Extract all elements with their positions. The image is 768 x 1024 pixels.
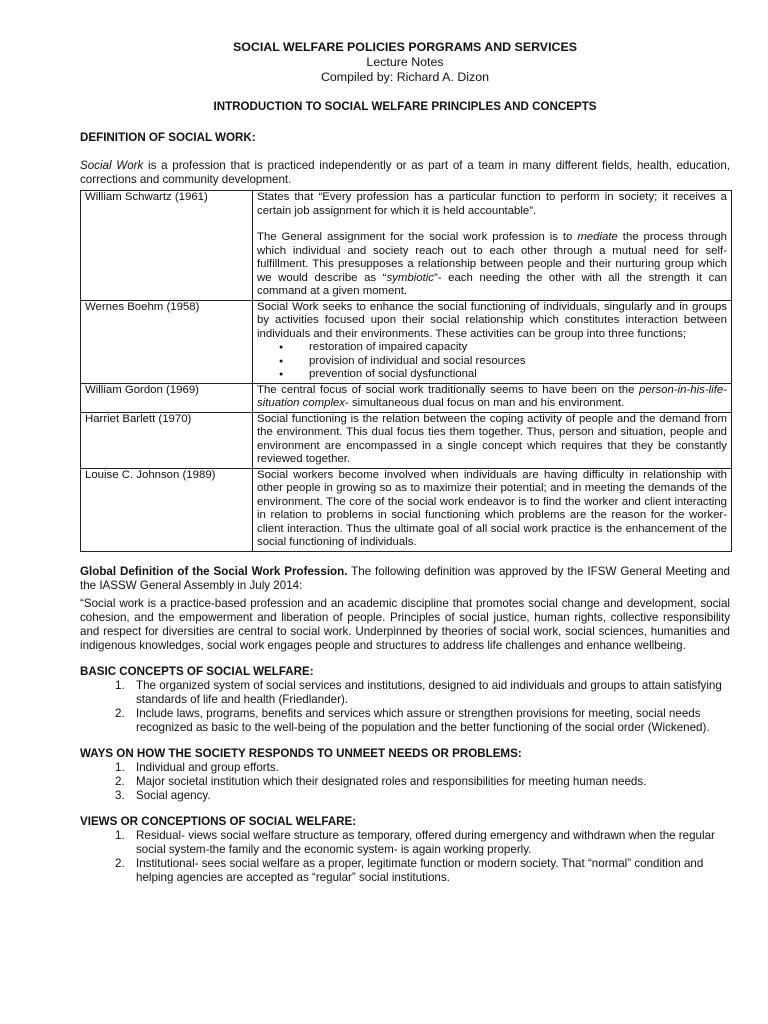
- section-title: INTRODUCTION TO SOCIAL WELFARE PRINCIPLES AND CONCEPTS: [213, 100, 597, 113]
- definition-cell: The central focus of social work traditionally seems to have been on the person-in-his-life-situation complex- simultaneous dual focus on man and his environment.: [253, 383, 732, 412]
- global-definition-quote: “Social work is a practice-based profession and an academic discipline that promotes social change and development, social cohesion, and the empowerment and liberation of people. Principles of social justice, human rights, collective responsibility and respect for diversities are central to social work. Underpinned by theories of social work, social sciences, humanities and indigenous knowledges, social work engages people and structures to address life challenges and enhance wellbeing.: [80, 596, 730, 652]
- functions-list: [257, 341, 727, 382]
- list-item: 2. Institutional- sees social welfare as a proper, legitimate function or modern society. That “normal” condition and helping agencies are accepted as “regular” social institutions.: [115, 856, 704, 884]
- definition-term: Social Work: [80, 159, 144, 172]
- table-row: [81, 300, 732, 383]
- list-item: ● provision of individual and social resources: [309, 355, 727, 369]
- ways-heading: WAYS ON HOW THE SOCIETY RESPONDS TO UNMEET NEEDS OR PROBLEMS:: [80, 746, 522, 760]
- global-definition-intro: Global Definition of the Social Work Profession. The following definition was approved by the IFSW General Meeting and the IASSW General Assembly in July 2014:: [80, 564, 730, 592]
- document-title: SOCIAL WELFARE POLICIES PORGRAMS AND SERVICES: [233, 40, 577, 54]
- definition-cell: Social functioning is the relation between the coping activity of people and the demand from the environment. This dual focus ties them together. Thus, person and situation, people and environment are encompassed in a single concept which requires that they be constantly reviewed together.: [253, 412, 732, 468]
- list-item: ● prevention of social dysfunctional: [309, 368, 727, 382]
- definition-paragraph: [80, 159, 730, 187]
- list-item: 2. Major societal institution which their designated roles and responsibilities for meeting human needs.: [115, 774, 647, 788]
- list-item: 1. Residual- views social welfare structure as temporary, offered during emergency and withdrawn when the regular social system-the family and the economic system- is again working properly.: [115, 828, 715, 856]
- definition-cell: [253, 191, 732, 301]
- list-item: 3. Social agency.: [115, 788, 211, 802]
- table-row: [81, 412, 732, 468]
- basic-concepts-list: [80, 679, 730, 735]
- author-cell: William Schwartz (1961): [81, 191, 253, 301]
- table-row: [81, 191, 732, 301]
- views-list: [80, 829, 730, 885]
- author-cell: Louise C. Johnson (1989): [81, 468, 253, 551]
- author-cell: William Gordon (1969): [81, 383, 253, 412]
- list-item: ● restoration of impaired capacity: [309, 341, 727, 355]
- author-cell: Wernes Boehm (1958): [81, 300, 253, 383]
- list-item: 1. The organized system of social services and institutions, designed to aid individuals and groups to attain satisfying standards of life and health (Friedlander).: [115, 678, 722, 706]
- schwartz-quote: States that “Every profession has a particular function to perform in society; it receives a certain job assignment for which it is held accountable”.: [257, 191, 727, 217]
- compiled-by: Compiled by: Richard A. Dizon: [320, 70, 490, 84]
- views-heading: VIEWS OR CONCEPTIONS OF SOCIAL WELFARE:: [80, 814, 357, 828]
- schwartz-assignment: The General assignment for the social work profession is to mediate the process through which individual and society reach out to each other through a mutual need for self-fulfillment. This presupposes a relationship between people and their nurturing group which we would describe as “symbiotic”- each needing the other with all the strength it can command at a given moment.: [257, 231, 727, 297]
- basic-concepts-heading: BASIC CONCEPTS OF SOCIAL WELFARE:: [80, 664, 314, 678]
- definition-cell: [253, 300, 732, 383]
- list-item: 1. Individual and group efforts.: [115, 760, 279, 774]
- definition-heading: DEFINITION OF SOCIAL WORK:: [80, 131, 256, 144]
- document-subtitle: Lecture Notes: [366, 55, 444, 69]
- ways-list: [80, 761, 730, 803]
- author-cell: Harriet Barlett (1970): [81, 412, 253, 468]
- boehm-text: Social Work seeks to enhance the social functioning of individuals, singularly and in groups by activities focused upon their social relationship which constitutes interaction between individuals and their environments. These activities can be group into three functions;: [257, 300, 727, 340]
- global-definition-heading: Global Definition of the Social Work Profession.: [80, 564, 348, 578]
- definitions-table: [80, 190, 732, 552]
- table-row: [81, 383, 732, 412]
- definition-text: is a profession that is practiced independently or as part of a team in many different fields, health, education, corrections and community development.: [80, 159, 730, 186]
- list-item: 2. Include laws, programs, benefits and services which assure or strengthen provisions for meeting, social needs recognized as basic to the well-being of the population and the better functioning of the social order (Wickened).: [115, 706, 710, 734]
- table-row: [81, 468, 732, 551]
- definition-cell: Social workers become involved when individuals are having difficulty in relationship with other people in growing so as to maximize their potential; and in meeting the demands of the environment. The core of the social work endeavor is to find the worker and client interacting in relation to problems in social functioning which problems are the reason for the worker-client interaction. Thus the ultimate goal of all social work practice is the enhancement of the social functioning of individuals.: [253, 468, 732, 551]
